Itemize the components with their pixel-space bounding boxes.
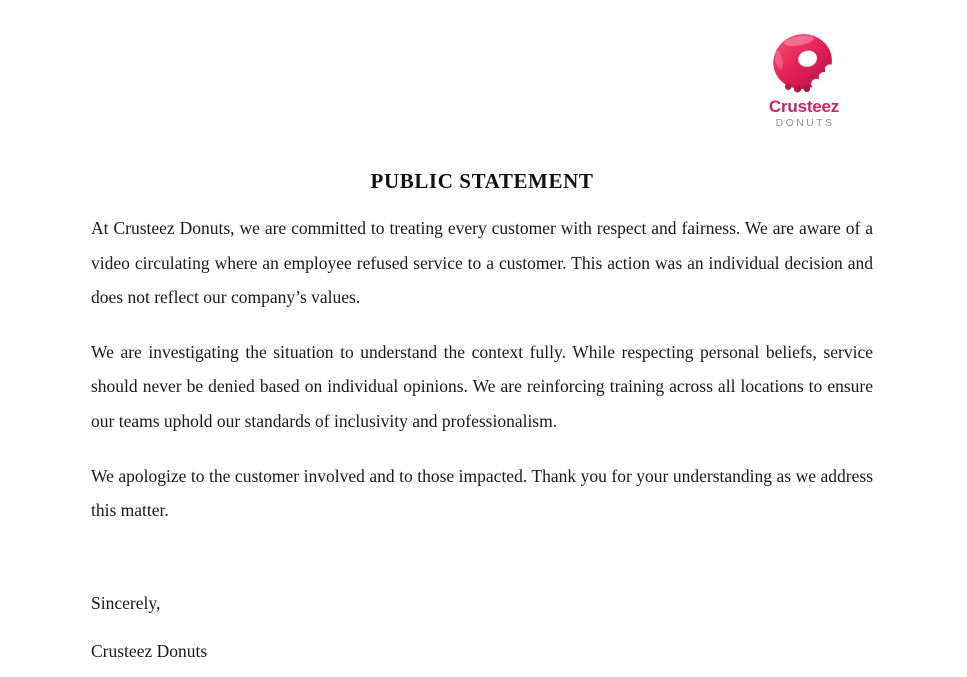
statement-paragraph-1: At Crusteez Donuts, we are committed to treating every customer with respect and fairness. We are aware of a video circulating where an employee refused service to a customer. This action was an individual decision and does not reflect our company’s values. — [91, 218, 873, 308]
brand-logo — [758, 30, 850, 129]
closing-text: Sincerely, — [91, 593, 161, 613]
statement-paragraph-2: We are investigating the situation to understand the context fully. While respecting personal beliefs, service should never be denied based on individual opinions. We are reinforcing training across all locations to ensure our teams uphold our standards of inclusivity and professionalism. — [91, 341, 873, 431]
brand-subtitle: DONUTS — [775, 116, 835, 129]
donut-icon — [765, 30, 843, 96]
signature-text: Crusteez Donuts — [91, 641, 208, 661]
page-title: PUBLIC STATEMENT — [370, 169, 594, 194]
statement-body — [91, 211, 873, 528]
brand-name: Crusteez — [768, 97, 840, 116]
statement-paragraph-3: We apologize to the customer involved and to those impacted. Thank you for your understanding as we address this matter. — [91, 465, 873, 521]
signature-block — [91, 592, 207, 662]
